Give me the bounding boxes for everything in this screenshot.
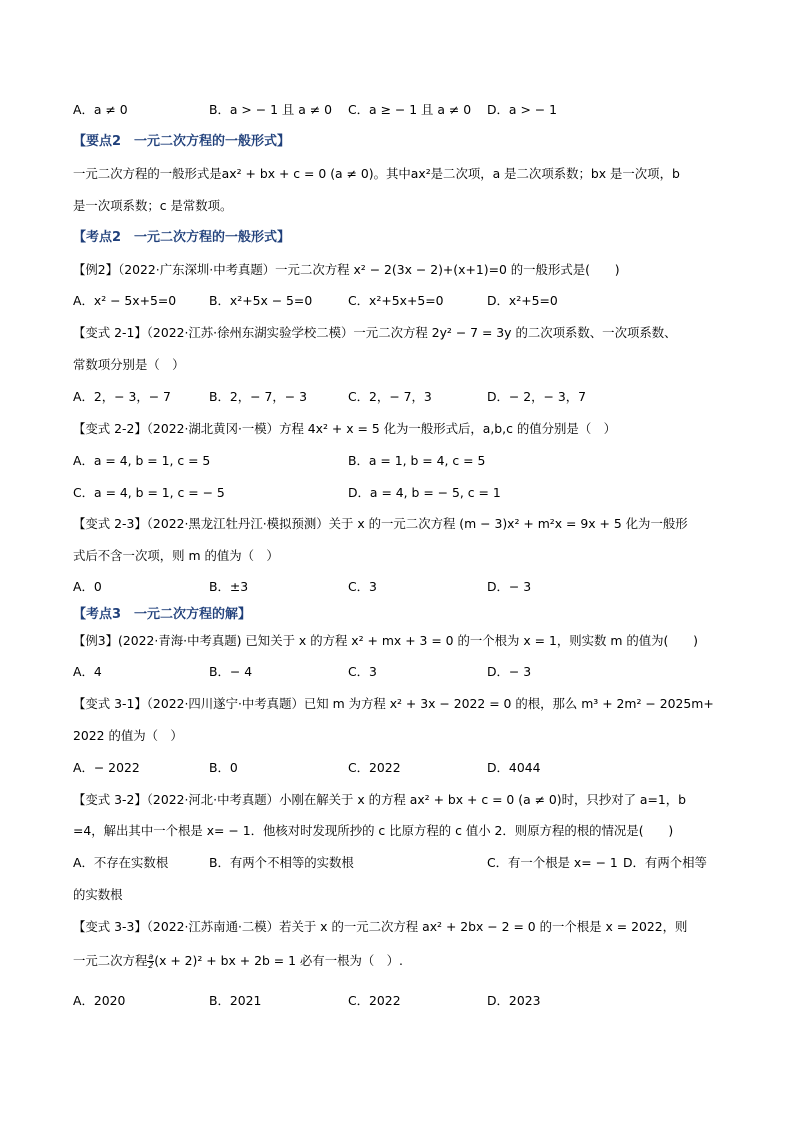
example3-option-d: D．− 3	[487, 664, 532, 679]
variant3-3-option-b: B．2021	[209, 993, 262, 1008]
q1-option-a: A．a ≠ 0	[73, 102, 128, 117]
variant2-1-line1: 【变式 2-1】（2022·江苏·徐州东湖实验学校二模）一元二次方程 2y² − 7 = 3y 的二次项系数、一次项系数、	[73, 325, 677, 340]
variant2-3-option-a: A．0	[73, 579, 102, 594]
variant3-1-option-b: B．0	[209, 760, 238, 775]
variant3-1-option-c: C．2022	[348, 760, 401, 775]
q1-option-c: C．a ≥ − 1 且 a ≠ 0	[348, 102, 472, 117]
variant2-1-option-d: D．− 2，− 3，7	[487, 389, 587, 404]
variant2-1-option-a: A．2，− 3，− 7	[73, 389, 171, 404]
variant2-2-option-d: D．a = 4, b = − 5, c = 1	[348, 485, 501, 500]
example3-option-b: B．− 4	[209, 664, 253, 679]
variant2-2-question: 【变式 2-2】（2022·湖北黄冈·一模）方程 4x² + x = 5 化为一般形式后，a,b,c 的值分别是（ ）	[73, 421, 616, 436]
example2-option-d: D．x²+5=0	[487, 293, 558, 308]
example3-option-c: C．3	[348, 664, 377, 679]
variant2-1-line2: 常数项分别是（ ）	[73, 357, 185, 372]
variant3-3-option-c: C．2022	[348, 993, 401, 1008]
kaodian3-heading: 【考点3 一元二次方程的解】	[73, 607, 252, 622]
variant3-3-option-a: A．2020	[73, 993, 126, 1008]
example2-question: 【例2】（2022·广东深圳·中考真题）一元二次方程 x² − 2(3x − 2)+(x+1)=0 的一般形式是( )	[73, 262, 620, 277]
variant3-2-option-d-continued: 的实数根	[73, 887, 123, 902]
example2-option-c: C．x²+5x+5=0	[348, 293, 444, 308]
variant2-3-option-b: B．±3	[209, 579, 249, 594]
variant3-1-option-d: D．4044	[487, 760, 541, 775]
variant3-2-option-d: D．有两个相等	[623, 855, 707, 870]
variant3-3-line2	[73, 952, 403, 970]
yaodian2-line1: 一元二次方程的一般形式是ax² + bx + c = 0 (a ≠ 0)。其中ax²是二次项，a 是二次项系数；bx 是一次项，b	[73, 166, 680, 181]
variant3-1-option-a: A．− 2022	[73, 760, 140, 775]
variant3-3-line2-prefix: 一元二次方程	[73, 953, 148, 968]
variant2-1-option-b: B．2，− 7，− 3	[209, 389, 307, 404]
variant2-3-line1: 【变式 2-3】（2022·黑龙江牡丹江·模拟预测）关于 x 的一元二次方程 (m − 3)x² + m²x = 9x + 5 化为一般形	[73, 516, 688, 531]
variant3-3-line2-suffix: (x + 2)² + bx + 2b = 1 必有一根为（ ）.	[154, 953, 403, 968]
fraction-denominator: 2	[148, 961, 154, 970]
yaodian2-heading: 【要点2 一元二次方程的一般形式】	[73, 134, 291, 149]
variant2-1-option-c: C．2，− 7，3	[348, 389, 432, 404]
variant2-3-option-c: C．3	[348, 579, 377, 594]
q1-option-d: D．a > − 1	[487, 102, 557, 117]
variant3-2-option-c: C．有一个根是 x= − 1	[487, 855, 618, 870]
example3-option-a: A．4	[73, 664, 102, 679]
variant2-3-line2: 式后不含一次项，则 m 的值为（ ）	[73, 548, 279, 563]
variant3-2-option-a: A．不存在实数根	[73, 855, 169, 870]
variant3-1-line2: 2022 的值为（ ）	[73, 728, 183, 743]
variant3-3-option-d: D．2023	[487, 993, 541, 1008]
variant2-2-option-b: B．a = 1, b = 4, c = 5	[348, 453, 486, 468]
variant3-3-line1: 【变式 3-3】（2022·江苏南通·二模）若关于 x 的一元二次方程 ax² + 2bx − 2 = 0 的一个根是 x = 2022，则	[73, 919, 688, 934]
variant3-2-option-b: B．有两个不相等的实数根	[209, 855, 354, 870]
yaodian2-line2: 是一次项系数；c 是常数项。	[73, 198, 233, 213]
variant2-2-option-a: A．a = 4, b = 1, c = 5	[73, 453, 211, 468]
example2-option-a: A．x² − 5x+5=0	[73, 293, 177, 308]
variant2-3-option-d: D．− 3	[487, 579, 532, 594]
fraction-numerator: a	[148, 952, 154, 961]
variant2-2-option-c: C．a = 4, b = 1, c = − 5	[73, 485, 225, 500]
variant3-1-line1: 【变式 3-1】（2022·四川遂宁·中考真题）已知 m 为方程 x² + 3x − 2022 = 0 的根，那么 m³ + 2m² − 2025m+	[73, 696, 714, 711]
variant3-2-line1: 【变式 3-2】（2022·河北·中考真题）小刚在解关于 x 的方程 ax² + bx + c = 0 (a ≠ 0)时，只抄对了 a=1，b	[73, 792, 687, 807]
q1-option-b: B．a > − 1 且 a ≠ 0	[209, 102, 332, 117]
kaodian2-heading: 【考点2 一元二次方程的一般形式】	[73, 230, 291, 245]
example2-option-b: B．x²+5x − 5=0	[209, 293, 313, 308]
example3-question: 【例3】(2022·青海·中考真题) 已知关于 x 的方程 x² + mx + 3 = 0 的一个根为 x = 1，则实数 m 的值为( )	[73, 633, 698, 648]
variant3-2-line2: =4，解出其中一个根是 x= − 1．他核对时发现所抄的 c 比原方程的 c 值小 2．则原方程的根的情况是( )	[73, 823, 674, 838]
